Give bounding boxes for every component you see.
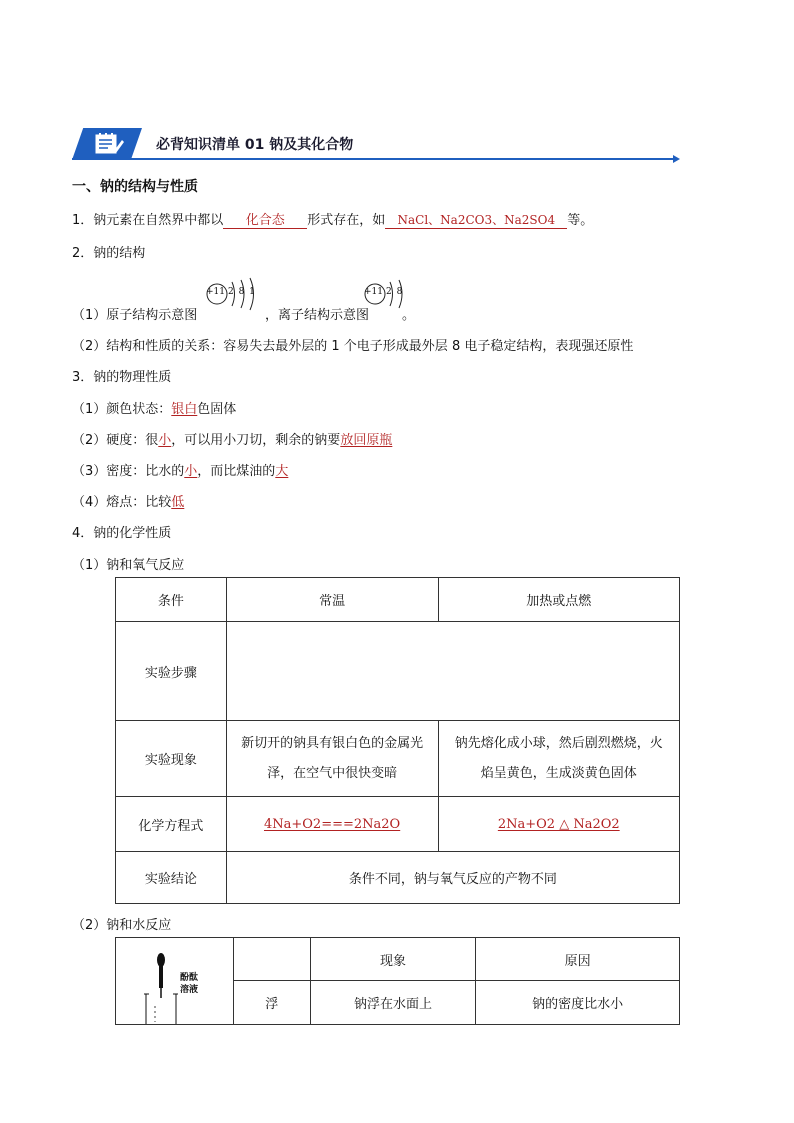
equation-heat: 2Na+O2 △ Na2O2	[438, 797, 680, 852]
section-banner	[72, 128, 680, 162]
table-row	[116, 938, 680, 981]
blank-color: 银白	[171, 402, 198, 417]
conclusion-cell: 条件不同，钠与氧气反应的产物不同	[226, 852, 679, 904]
ion-shells: 2 8	[386, 287, 403, 297]
item-1-suffix: 等。	[567, 213, 594, 228]
phys-dens-middle: ，而比煤油的	[197, 464, 276, 479]
oxygen-reaction-table	[115, 577, 680, 904]
item-3-heading: 3．钠的物理性质	[72, 370, 172, 385]
dropper-beaker-icon	[144, 948, 178, 1024]
atom-structure-diagram	[204, 276, 264, 312]
phys-melting	[72, 491, 184, 510]
item-1	[72, 209, 593, 229]
water-header-key	[233, 938, 310, 981]
phys-color	[72, 398, 236, 417]
blank-storage: 放回原瓶	[340, 433, 393, 448]
struct-prefix: （1）原子结构示意图	[72, 308, 198, 323]
water-subheading: （2）钠和水反应	[72, 918, 172, 933]
water-row-reason: 钠的密度比水小	[476, 981, 680, 1025]
blank-hardness: 小	[158, 433, 172, 448]
conclusion-label: 实验结论	[116, 852, 227, 904]
water-row-phenomenon: 钠浮在水面上	[310, 981, 476, 1025]
phenolphthalein-label: 酚酞溶液	[180, 973, 199, 995]
phys-melt-prefix: （4）熔点：比较	[72, 495, 172, 510]
struct-middle: ，离子结构示意图	[265, 308, 370, 323]
table-row	[116, 578, 680, 622]
item-2-heading: 2．钠的结构	[72, 246, 146, 261]
header-heat: 加热或点燃	[438, 578, 680, 622]
steps-cell	[226, 622, 679, 721]
table-row	[116, 721, 680, 797]
section-heading: 一、钠的结构与性质	[72, 179, 198, 195]
water-header-reason: 原因	[476, 938, 680, 981]
phenomenon-normal: 新切开的钠具有银白色的金属光泽，在空气中很快变暗	[226, 721, 438, 797]
blank-examples: NaCl、Na2CO3、Na2SO4	[385, 213, 567, 229]
header-condition: 条件	[116, 578, 227, 622]
phys-color-prefix: （1）颜色状态：	[72, 402, 172, 417]
water-header-phenomenon: 现象	[310, 938, 476, 981]
table-row	[116, 852, 680, 904]
water-row-key: 浮	[233, 981, 310, 1025]
item-1-prefix: 1．钠元素在自然界中都以	[72, 213, 224, 228]
item-1-middle: 形式存在，如	[307, 213, 386, 228]
phys-hard-prefix: （2）硬度：很	[72, 433, 159, 448]
blank-density-water: 小	[184, 464, 198, 479]
table-row	[116, 622, 680, 721]
banner-title: 必背知识清单 01 钠及其化合物	[156, 137, 354, 153]
blank-density-kerosene: 大	[275, 464, 289, 479]
phenomenon-label: 实验现象	[116, 721, 227, 797]
phys-density	[72, 460, 288, 479]
notepad-pencil-icon	[94, 132, 124, 156]
steps-label: 实验步骤	[116, 622, 227, 721]
equation-label: 化学方程式	[116, 797, 227, 852]
struct-suffix: 。	[402, 308, 416, 323]
phys-dens-prefix: （3）密度：比水的	[72, 464, 185, 479]
apparatus-cell	[116, 938, 234, 1025]
header-room-temp: 常温	[226, 578, 438, 622]
phys-color-suffix: 色固体	[197, 402, 237, 417]
banner-rule	[72, 158, 676, 160]
banner-arrow	[673, 155, 680, 163]
item-4-heading: 4．钠的化学性质	[72, 526, 172, 541]
water-reaction-table	[115, 937, 680, 1025]
ion-nucleus: +11	[364, 287, 383, 297]
blank-melting: 低	[171, 495, 185, 510]
atom-shells: 2 8 1	[228, 287, 255, 297]
phys-hard-middle: ，可以用小刀切，剩余的钠要	[171, 433, 341, 448]
oxygen-subheading: （1）钠和氧气反应	[72, 558, 185, 573]
phys-hardness	[72, 429, 392, 448]
phenomenon-heat: 钠先熔化成小球，然后剧烈燃烧，火焰呈黄色，生成淡黄色固体	[438, 721, 680, 797]
blank-state: 化合态	[223, 213, 307, 229]
table-row	[116, 797, 680, 852]
equation-normal: 4Na+O2===2Na2O	[226, 797, 438, 852]
atom-nucleus: +11	[206, 287, 225, 297]
structure-property-relation: （2）结构和性质的关系：容易失去最外层的 1 个电子形成最外层 8 电子稳定结构，表现强还原性	[72, 339, 634, 354]
